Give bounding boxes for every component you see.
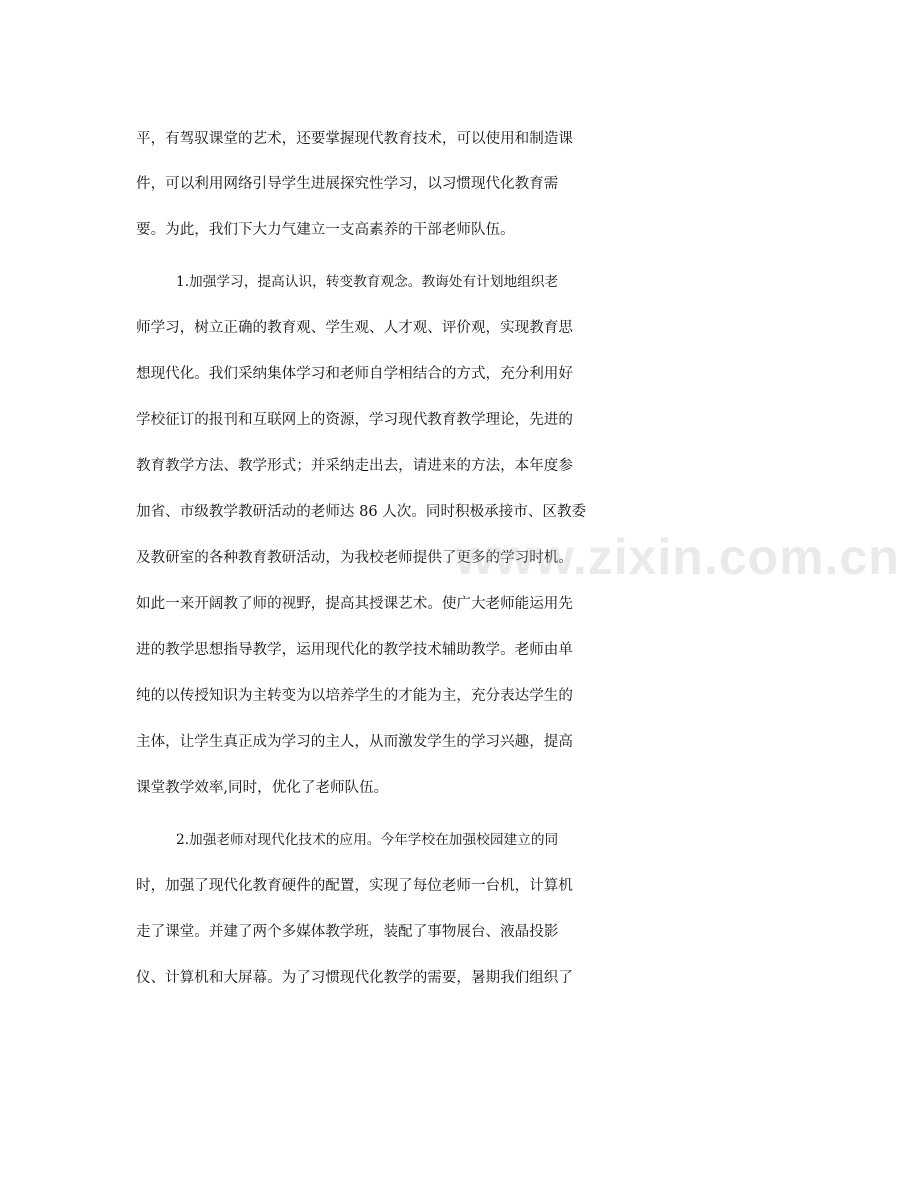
text-line: 走了课堂。并建了两个多媒体教学班，装配了事物展台、液晶投影: [136, 923, 559, 940]
watermark: www.zixin.com.cn: [455, 529, 900, 585]
text-line: 教育教学方法、教学形式；并采纳走出去，请进来的方法，本年度参: [136, 457, 573, 474]
text-line: 平，有驾驭课堂的艺术，还要掌握现代教育技术，可以使用和制造课: [136, 130, 573, 147]
text-line: 如此一来开阔教了师的视野，提高其授课艺术。使广大老师能运用先: [136, 595, 573, 612]
text-line: 时，加强了现代化教育硬件的配置，实现了每位老师一台机，计算机: [136, 877, 573, 894]
paragraph-first-line: 2.加强老师对现代化技术的应用。今年学校在加强校园建立的同: [176, 832, 559, 848]
text-line: 及教研室的各种教育教研活动，为我校老师提供了更多的学习时机。: [136, 549, 573, 566]
text-line: 想现代化。我们采纳集体学习和老师自学相结合的方式，充分利用好: [136, 365, 573, 382]
text-line: 要。为此，我们下大力气建立一支高素养的干部老师队伍。: [136, 221, 515, 238]
text-line: 件，可以利用网络引导学生进展探究性学习，以习惯现代化教育需: [136, 175, 559, 192]
text-line: 纯的以传授知识为主转变为以培养学生的才能为主，充分表达学生的: [136, 687, 573, 704]
text-line: 师学习，树立正确的教育观、学生观、人才观、评价观，实现教育思: [136, 319, 573, 336]
text-line: 进的教学思想指导教学，运用现代化的教学技术辅助教学。老师由单: [136, 641, 573, 658]
paragraph-first-line: 1.加强学习，提高认识，转变教育观念。教诲处有计划地组织老: [176, 274, 559, 290]
text-line: 课堂教学效率,同时，优化了老师队伍。: [136, 779, 389, 796]
text-line: 主体，让学生真正成为学习的主人，从而激发学生的学习兴趣，提高: [136, 733, 573, 750]
text-line: 加省、市级教学教研活动的老师达 86 人次。同时积极承接市、区教委: [136, 503, 587, 520]
text-line: 仪、计算机和大屏幕。为了习惯现代化教学的需要，暑期我们组织了: [136, 969, 573, 986]
text-line: 学校征订的报刊和互联网上的资源，学习现代教育教学理论，先进的: [136, 411, 573, 428]
